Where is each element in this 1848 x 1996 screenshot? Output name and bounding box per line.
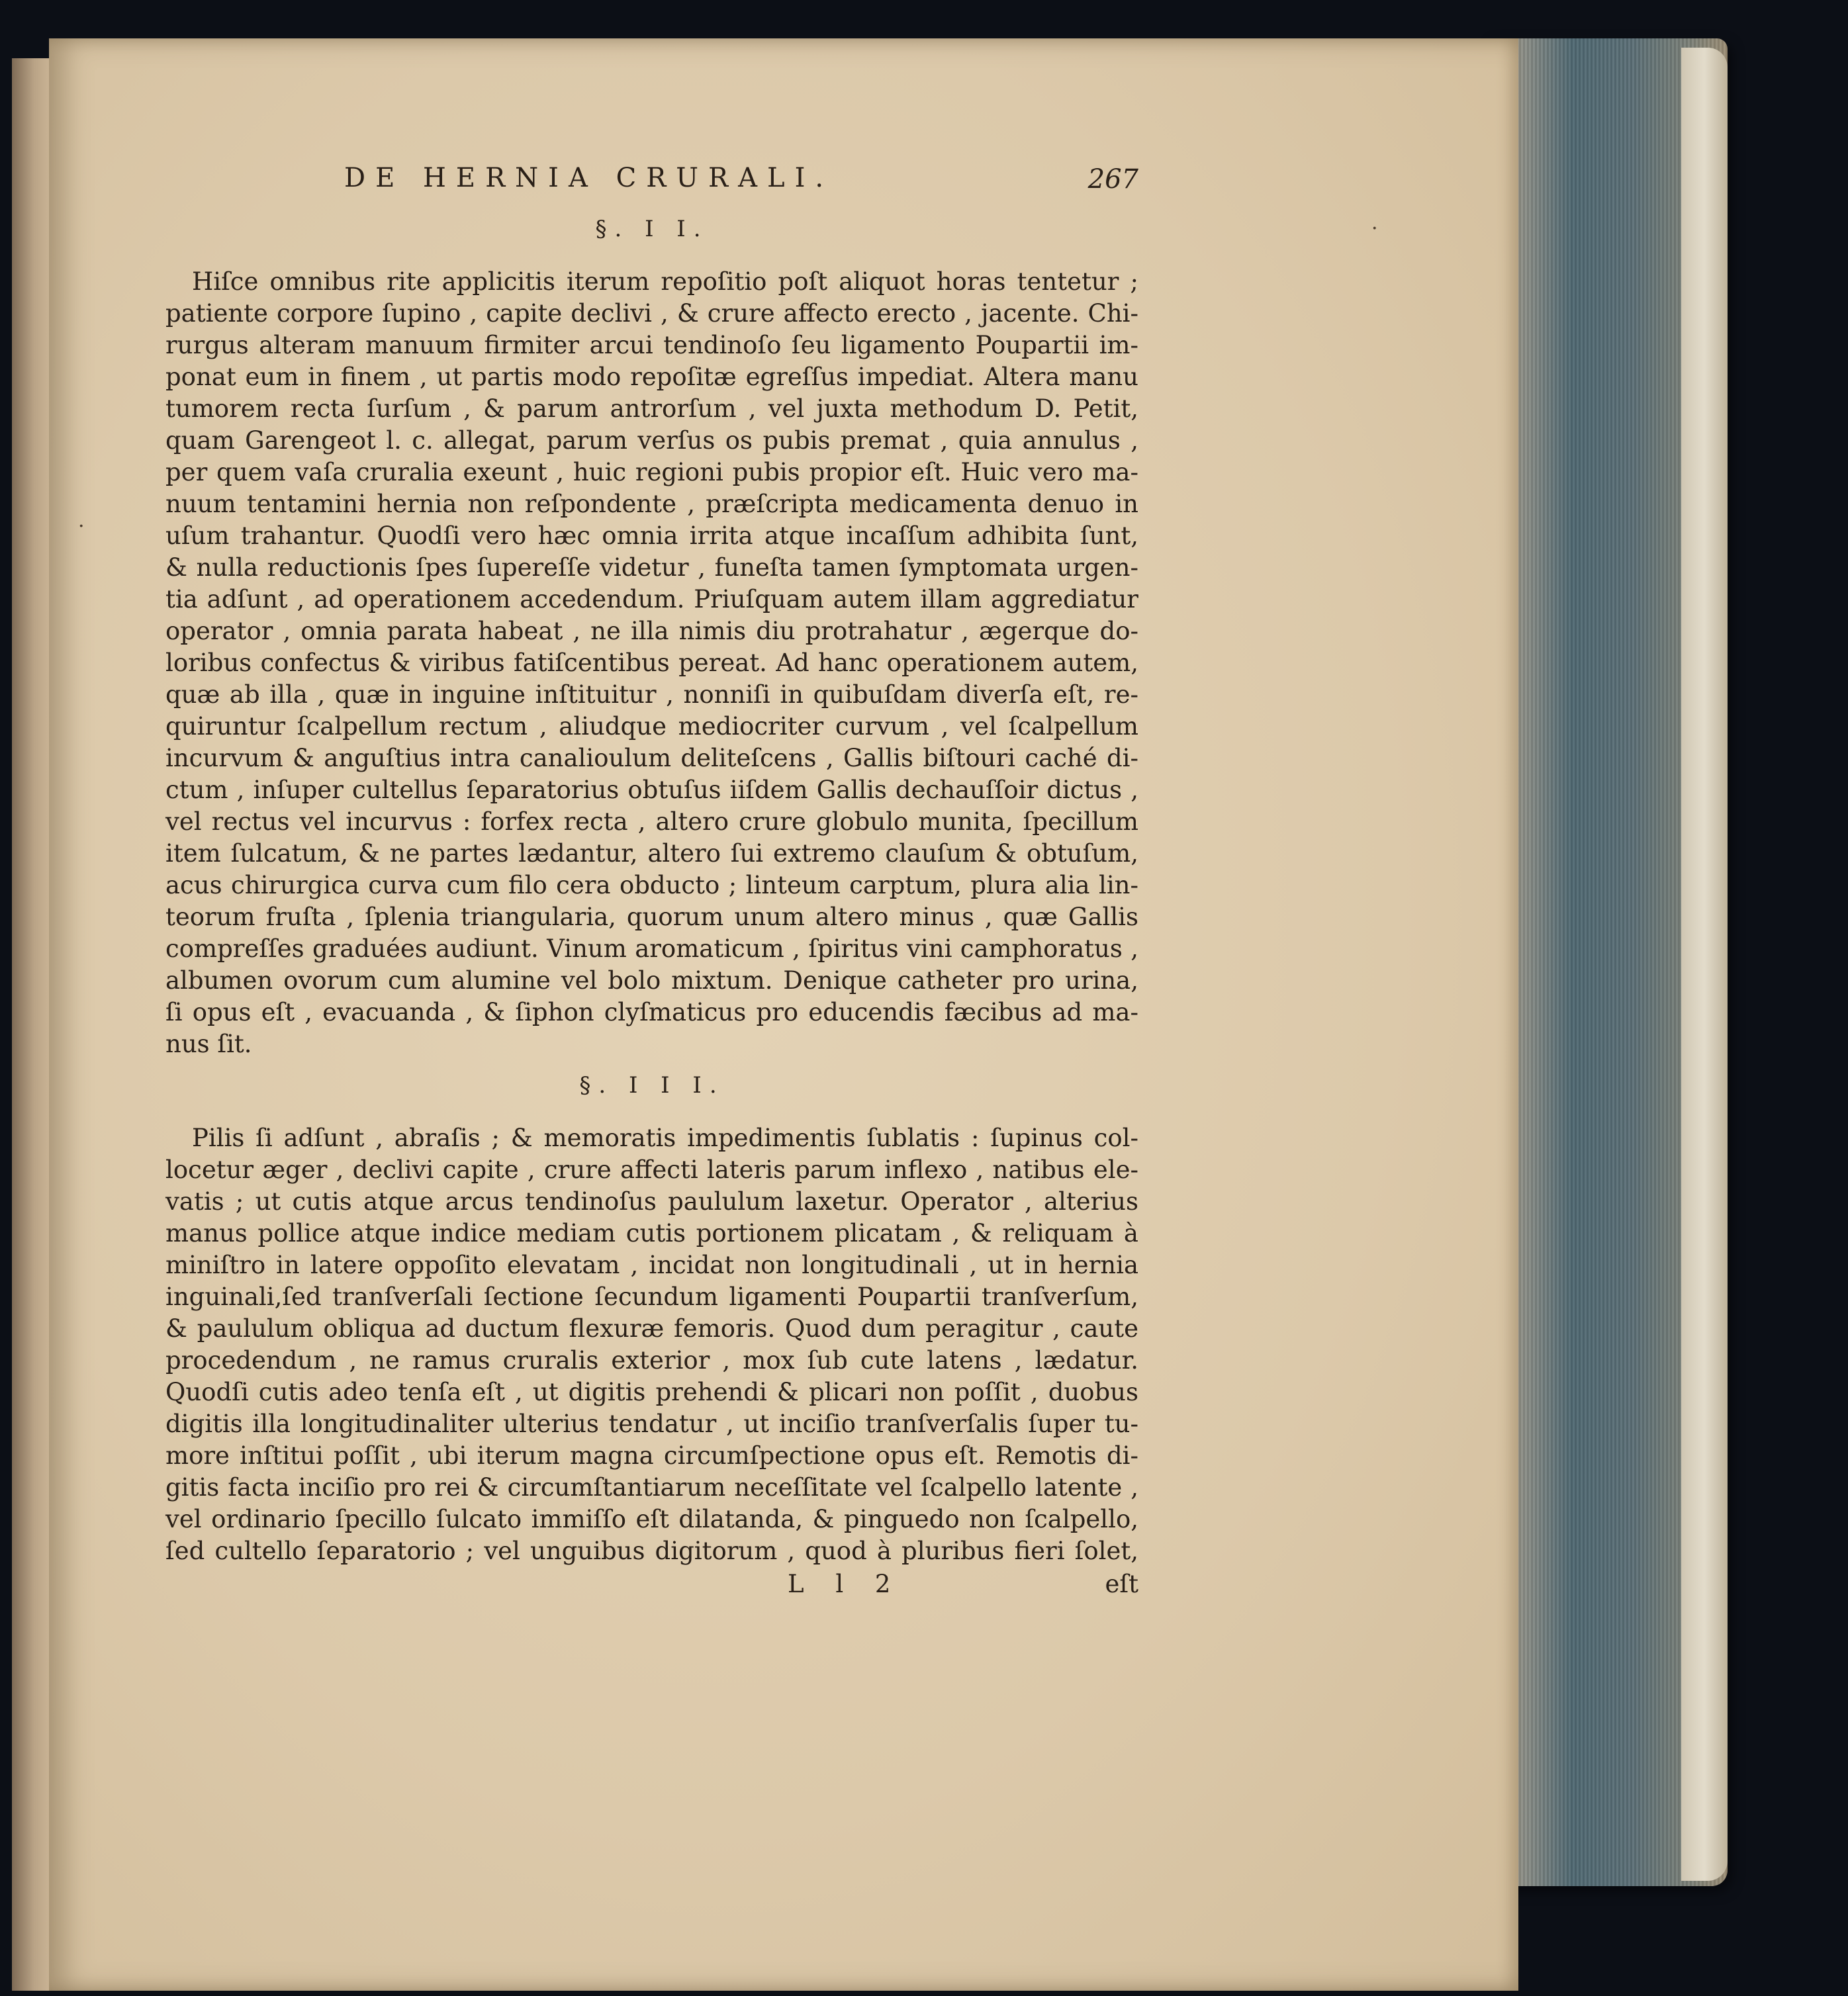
signature-mark: L l 2 [788,1570,903,1598]
catchline [165,1570,1138,1603]
text-line: more inſtitui poſſit , ubi iterum magna circumſpectione opus eſt. Remotis di- [165,1441,1138,1470]
text-line: gitis facta inciſio pro rei & circumſtantiarum neceſſitate vel ſcalpello latente , [165,1473,1138,1502]
text-line: & paululum obliqua ad ductum flexuræ femoris. Quod dum peragitur , caute [165,1314,1138,1343]
text-line: item ſulcatum, & ne partes lædantur, altero ſui extremo clauſum & obtuſum, [165,839,1138,868]
text-line: inguinali,ſed tranſverſali ſectione ſecundum ligamenti Poupartii tranſverſum, [165,1283,1138,1311]
text-line: Quodſi cutis adeo tenſa eſt , ut digitis prehendi & plicari non poſſit , duobus [165,1378,1138,1406]
text-line: nus ſit. [165,1030,252,1058]
text-line: Pilis ſi adſunt , abraſis ; & memoratis impedimentis ſublatis : ſupinus col- [192,1124,1138,1152]
section-heading: §. I I I. [579,1072,725,1099]
text-line: procedendum , ne ramus cruralis exterior , mox ſub cute latens , lædatur. [165,1346,1138,1375]
text-line: quam Garengeot l. c. allegat, parum verſus os pubis premat , quia annulus , [165,426,1138,455]
text-line: uſum trahantur. Quodſi vero hæc omnia irrita atque incaſſum adhibita ſunt, [165,522,1138,550]
text-line: patiente corpore ſupino , capite declivi , & crure affecto erecto , jacente. Chi- [165,299,1138,328]
text-line: digitis illa longitudinaliter ulterius tendatur , ut inciſio tranſverſalis ſuper tu- [165,1410,1138,1438]
text-line: vel rectus vel incurvus : forfex recta , altero crure globulo munita, ſpecillum [165,807,1138,836]
text-line: acus chirurgica curva cum filo cera obducto ; linteum carptum, plura alia lin- [165,871,1138,899]
text-line: Hiſce omnibus rite applicitis iterum repoſitio poſt aliquot horas tentetur ; [192,267,1138,296]
stray-mark: · [1371,217,1378,240]
running-head [165,158,1138,204]
text-line: ctum , inſuper cultellus ſeparatorius obtuſus iiſdem Gallis dechauſſoir dictus , [165,776,1138,804]
text-line: operator , omnia parata habeat , ne illa nimis diu protrahatur , ægerque do- [165,617,1138,645]
text-line: rurgus alteram manuum firmiter arcui tendinoſo ſeu ligamento Poupartii im- [165,331,1138,359]
paragraph [165,1122,1138,1567]
section-heading: §. I I. [595,216,709,242]
paragraph [165,266,1138,1060]
text-line: incurvum & anguſtius intra canalioulum deliteſcens , Gallis biſtouri caché di- [165,744,1138,772]
text-line: quæ ab illa , quæ in inguine inſtituitur , nonniſi in quibuſdam diverſa eſt, re- [165,680,1138,709]
catchword: eſt [1105,1570,1138,1598]
text-block [165,158,1138,1603]
text-line: quiruntur ſcalpellum rectum , aliudque mediocriter curvum , vel ſcalpellum [165,712,1138,741]
text-line: ſed cultello ſeparatorio ; vel unguibus digitorum , quod à pluribus fieri ſolet, [165,1537,1138,1565]
left-page-edge [12,58,50,1991]
text-line: vel ordinario ſpecillo ſulcato immiſſo eſt dilatanda, & pinguedo non ſcalpello, [165,1505,1138,1533]
running-title: DE HERNIA CRURALI. [344,163,834,193]
text-line: nuum tentamini hernia non reſpondente , præſcripta medicamenta denuo in [165,490,1138,518]
text-line: miniſtro in latere oppoſito elevatam , incidat non longitudinali , ut in hernia [165,1251,1138,1279]
text-line: vatis ; ut cutis atque arcus tendinoſus paululum laxetur. Operator , alterius [165,1187,1138,1216]
page-number: 267 [1087,164,1138,195]
text-line: tumorem recta ſurſum , & parum antrorſum , vel juxta methodum D. Petit, [165,394,1138,423]
cover-board [1681,48,1728,1881]
text-line: tia adſunt , ad operationem accedendum. Priuſquam autem illam aggrediatur [165,585,1138,613]
text-line: ponat eum in finem , ut partis modo repoſitæ egreſſus impediat. Altera manu [165,363,1138,391]
text-line: ſi opus eſt , evacuanda , & ſiphon clyſmaticus pro educendis fæcibus ad ma- [165,998,1138,1026]
text-line: loribus confectus & viribus fatiſcentibus pereat. Ad hanc operationem autem, [165,649,1138,677]
text-line: manus pollice atque indice mediam cutis portionem plicatam , & reliquam à [165,1219,1138,1248]
text-line: albumen ovorum cum alumine vel bolo mixtum. Denique catheter pro urina, [165,966,1138,995]
text-line: & nulla reductionis ſpes ſupereſſe videtur , funeſta tamen ſymptomata urgen- [165,553,1138,582]
text-line: per quem vaſa cruralia exeunt , huic regioni pubis propior eſt. Huic vero ma- [165,458,1138,486]
text-line: teorum fruſta , ſplenia triangularia, quorum unum altero minus , quæ Gallis [165,903,1138,931]
stray-mark: · [78,515,85,538]
text-line: locetur æger , declivi capite , crure affecti lateris parum inflexo , natibus ele- [165,1156,1138,1184]
text-line: compreſſes graduées audiunt. Vinum aromaticum , ſpiritus vini camphoratus , [165,934,1138,963]
